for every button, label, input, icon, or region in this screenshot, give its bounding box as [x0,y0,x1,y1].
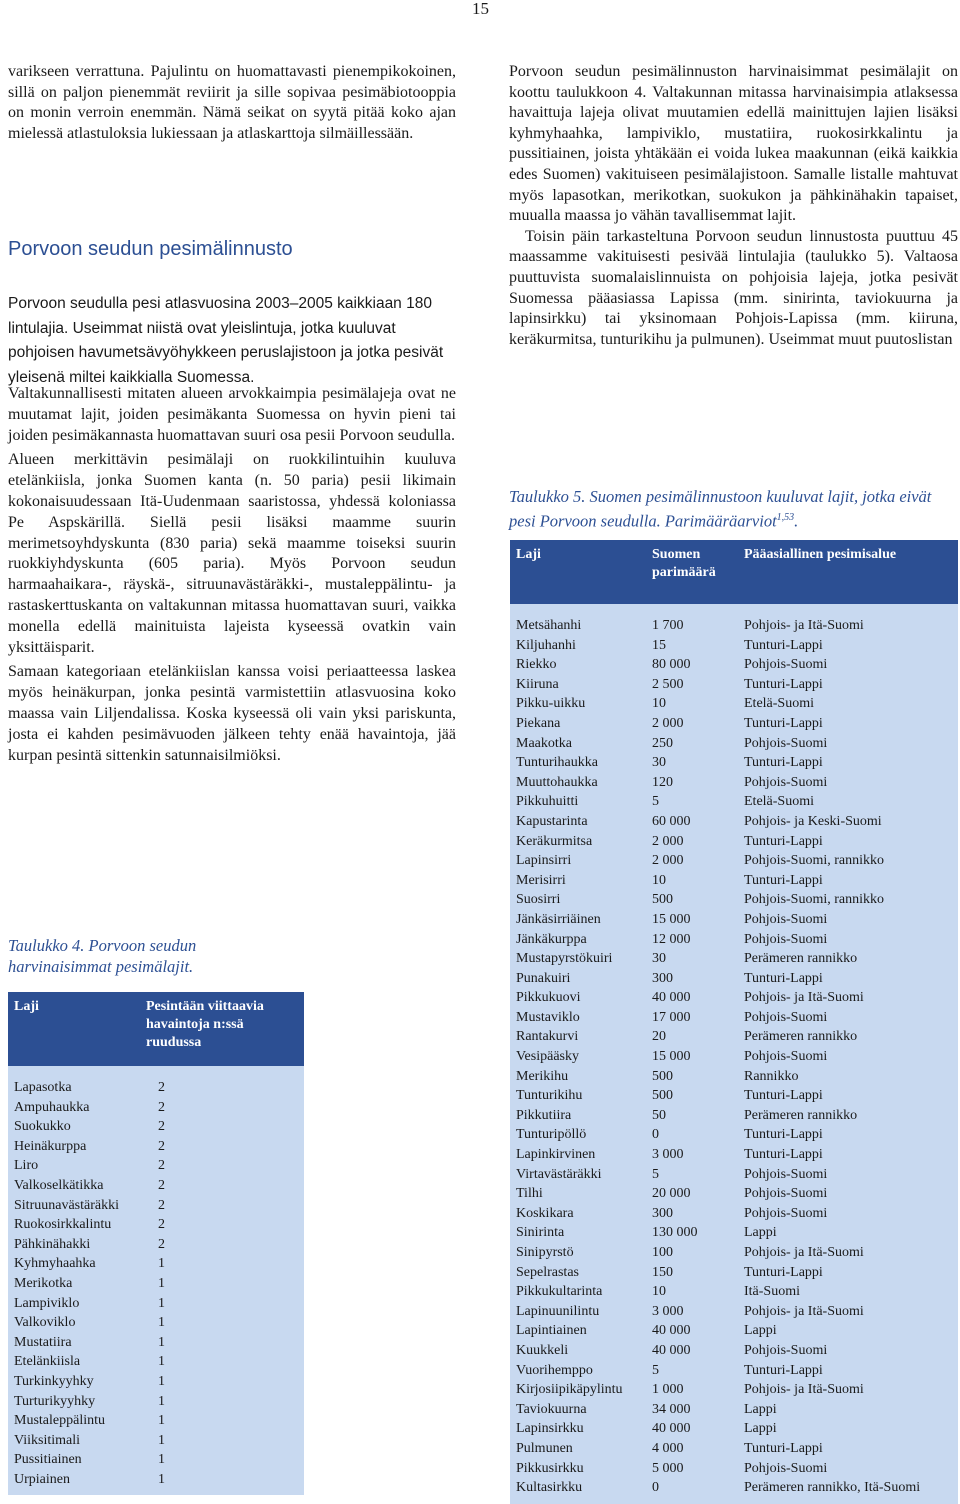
table-row [510,890,958,910]
table-cell: Lapinkirvinen [516,1147,596,1163]
table-cell: Viiksitimali [14,1432,81,1448]
table-cell: Kultasirkku [516,1480,583,1496]
table-row [510,988,958,1008]
table-row [510,1125,958,1145]
table-cell: Ampuhaukka [14,1099,90,1115]
table-cell: Ruokosirkkalintu [14,1217,112,1233]
table-cell: Urpiainen [14,1471,70,1487]
table-row [8,1176,304,1196]
table-row [510,773,958,793]
table-cell: Sinipyrstö [516,1245,574,1260]
table-cell: Lapintiainen [516,1323,587,1339]
table-cell: Liro [14,1158,39,1174]
table-cell: Tilhi [516,1186,543,1202]
table-row [510,969,958,989]
table-cell: 2 [158,1177,165,1193]
table-row [510,1204,958,1224]
table-cell: 40 000 [652,1323,691,1339]
table4-caption: Taulukko 4. Porvoon seudun harvinaisimmat pesimälajit. [8,936,197,976]
table-cell: 3 000 [652,1303,684,1319]
table-row [8,1352,304,1372]
table-row [8,1313,304,1333]
table-row [8,1372,304,1392]
table-row [510,1106,958,1126]
table-row [510,1282,958,1302]
table-cell: 15 [652,637,666,653]
table-cell: Pohjois-Suomi [744,1166,828,1182]
table-row [510,1321,958,1341]
table4-header-count: Pesintään viittaavia havaintoja n:ssä ruudussa [140,992,304,1066]
table5-caption-end: . [794,511,799,530]
table-cell: Mustatiira [14,1334,72,1350]
table-row [8,1274,304,1294]
table-cell: Vesipääsky [516,1049,579,1065]
table-cell: Lappi [744,1225,777,1241]
table-cell: Pohjois-Suomi [744,1460,828,1476]
table-cell: 10 [652,872,666,888]
table-cell: 1 [158,1354,165,1370]
table-cell: Valkoselkätikka [14,1177,104,1193]
table-cell: Merisirri [516,872,566,888]
table-cell: 300 [652,970,673,986]
intro-paragraph: Porvoon seudulla pesi atlasvuosina 2003–2005 kaikkiaan 180 lintulajia. Useimmat niistä ovat yleislintuja, jotka kuuluvat pohjoisen havumetsävyöhykkeen peruslajistoon ja jotka pesivät yleisenä miltei kaikkialla Suomessa. [8,295,444,386]
table-cell: Tunturi-Lappi [744,1440,823,1456]
table-cell: 500 [652,892,673,908]
table-cell: Tunturi-Lappi [744,1362,823,1378]
table5-header-species: Laji [510,540,646,604]
table-cell: Tunturi-Lappi [744,715,823,731]
table-cell: 250 [652,735,673,751]
table-cell: Tunturi-Lappi [744,755,823,771]
table-row [8,1333,304,1353]
table-row [510,930,958,950]
table-row [510,1243,958,1263]
table-cell: Tunturi-Lappi [744,872,823,888]
table-row [8,1254,304,1274]
table-cell: Mustaviklo [516,1009,580,1025]
table-cell: 1 [158,1413,165,1429]
right-paragraph: Porvoon seudun pesimälinnuston harvinaisimmat pesimälajit on koottu taulukkoon 4. Valtakunnan mitassa harvinaisimpia atlaksessa havaittuja lajeja olivat muutamien edellä mainittujen lajien lisäksi kyhmyhaahka, lampiviklo, mustatiira, ruokosirkkalintu ja pussitiainen, joista yhtäkään ei voida lukea maakunnan (eikä kaikkia edes Suomen) vakituiseen pesimälajistoon. Samalle listalle mahtuvat myös lapasotkan, merikotkan, suokukon ja pähkinähakin tapaiset, muualla maassa jo vähän tavallisemmat lajit. [509,63,958,225]
table-cell: Pohjois-Suomi [744,1205,828,1221]
table-cell: Pikku-uikku [516,696,586,712]
table-cell: Tunturi-Lappi [744,833,823,849]
table-cell: 2 [158,1138,165,1154]
table-cell: Mustapyrstökuiri [516,951,613,967]
table-cell: 5 000 [652,1460,684,1476]
table-cell: 40 000 [652,990,691,1006]
table-cell: 60 000 [652,813,691,829]
table-row [510,1047,958,1067]
table-cell: Pohjois-Suomi [744,1186,828,1202]
table-cell: Perämeren rannikko [744,1107,858,1123]
table-row [510,1008,958,1028]
table-cell: Lapinuunilintu [516,1303,600,1319]
table-row [510,1439,958,1459]
table-cell: Sepelrastas [516,1264,579,1280]
table-cell: 1 [158,1471,165,1487]
table-row [510,753,958,773]
table-cell: Tunturi-Lappi [744,1147,823,1163]
table-cell: 80 000 [652,657,691,673]
table-cell: Kirjosiipikäpylintu [516,1382,623,1398]
table-row [8,1156,304,1176]
table-row [510,792,958,812]
table-cell: Pikkutiira [516,1107,572,1123]
left-paragraph: Alueen merkittävin pesimälaji on ruokkilintuihin kuuluva etelänkiisla, jonka Suomen kanta (n. 50 paria) pesii likimain kokonaisuudessaan Itä-Uudenmaan saaristossa, yhdessä koloniassa Pe Aspskärillä. Siellä pesii lisäksi maamme suurin merimetsoyhdyskunta (830 paria) sekä maamme toiseksi suurin ruokkiyhdyskunta (605 paria). Myös Porvoon seudun harmaahaikara-, räyskä-, sitruunavästäräkki-, mustaleppälintu- ja rastaskerttuskanta on valtakunnan mitassa huomattavan suuri, vaikka monella edellä mainituista lajeista kyseessä ovatkin vain yksittäisparit. [8,451,456,656]
table-cell: 2 [158,1236,165,1252]
table5 [510,540,958,1504]
table-row [8,1137,304,1157]
table-row [8,1450,304,1470]
table-cell: 1 [158,1432,165,1448]
table-cell: Riekko [516,657,557,673]
table-cell: Tunturi-Lappi [744,970,823,986]
table-cell: Tunturihaukka [516,755,598,771]
table-row [8,1294,304,1314]
table-cell: Rannikko [744,1068,799,1084]
table-cell: Mustaleppälintu [14,1413,105,1429]
table-cell: 5 [652,794,659,810]
table-cell: 1 [158,1275,165,1291]
table-cell: Jänkäkurppa [516,931,587,947]
table-row [510,734,958,754]
table-cell: 130 000 [652,1225,698,1241]
table-cell: Pikkusirkku [516,1460,584,1476]
table-cell: Etelänkiisla [14,1354,81,1370]
table-row [510,832,958,852]
right-paragraph: Toisin päin tarkasteltuna Porvoon seudun linnustosta puuttuu 45 maassamme vakituisesti pesivää lintulajia (taulukko 5). Valtaosa puuttuvista suomalaislinnuista on pohjoisia lajeja, jotka pesivät Suomessa pääasiassa Lapissa (mm. sinirinta, taviokuurna ja lapinsirkku) tai yksinomaan Pohjois-Lapissa (mm. kiiruna, keräkurmitsa, tunturikihu ja pulmunen). Useimmat muut puutoslistan [509,227,958,348]
table-row [510,655,958,675]
table-cell: Valkoviklo [14,1315,76,1331]
table-row [510,871,958,891]
table-cell: 1 [158,1256,165,1272]
left-paragraph: Valtakunnallisesti mitaten alueen arvokkaimpia pesimälajeja ovat ne muutamat lajit, joiden pesimäkanta Suomessa on hyvin pieni tai joiden pesimäkannasta huomattavan suuri osa pesii Porvoon seudulla. [8,385,456,444]
table-cell: Pikkuhuitti [516,794,579,810]
table-cell: 30 [652,755,666,771]
table-cell: Pohjois-Suomi [744,911,828,927]
table-cell: Pikkukuovi [516,990,581,1006]
table-cell: Tunturikihu [516,1088,583,1104]
table-cell: 40 000 [652,1421,691,1437]
table-cell: 2 500 [652,676,684,692]
table-cell: Heinäkurppa [14,1138,87,1154]
table-cell: Rantakurvi [516,1029,579,1045]
table-cell: Pohjois- ja Itä-Suomi [744,990,864,1006]
table-cell: 2 [158,1197,165,1213]
table-cell: 30 [652,951,666,967]
table-cell: 40 000 [652,1342,691,1358]
table-cell: Pohjois-Suomi [744,735,828,751]
table-cell: Pähkinähakki [14,1236,91,1252]
table-cell: 1 [158,1373,165,1389]
section-title: Porvoon seudun pesimälinnusto [8,238,293,260]
table-cell: Turkinkyyhky [14,1373,94,1389]
table-cell: Merikihu [516,1068,569,1084]
table-cell: 1 700 [652,618,684,633]
table-cell: Taviokuurna [516,1401,587,1417]
table-row [510,949,958,969]
table-row [510,694,958,714]
table-cell: Suosirri [516,892,561,908]
table-row [8,1235,304,1255]
table-cell: Pikkukultarinta [516,1284,603,1300]
table-cell: 500 [652,1088,673,1104]
table-cell: 300 [652,1205,673,1221]
table-row [510,1361,958,1381]
table-cell: Kiljuhanhi [516,637,576,653]
table-cell: Muuttohaukka [516,774,598,790]
page-number: 15 [472,0,489,18]
table-cell: Lapinsirkku [516,1421,584,1437]
table-cell: Pulmunen [516,1440,573,1456]
table-cell: Metsähanhi [516,618,582,633]
table-cell: 15 000 [652,911,691,927]
table-cell: Pohjois-Suomi [744,774,828,790]
table-cell: 2 [158,1119,165,1135]
table-cell: 1 [158,1295,165,1311]
left-paragraph: Samaan kategoriaan etelänkiislan kanssa voisi periaatteessa laskea myös heinäkurpan, jonka pesintä varmistettiin atlasvuosina koko maassa vain Liljendalissa. Koska kyseessä oli vain yksi pariskunta, josta ei kahden pesimävuoden jälkeen tehty enää havaintoja, jää kurpan pesintä sittenkin satunnaisilmiöksi. [8,663,456,764]
table-row [8,1392,304,1412]
right-column [509,62,958,350]
table-cell: Pohjois- ja Itä-Suomi [744,1382,864,1398]
table-cell: Merikotka [14,1275,73,1291]
table-row [510,1380,958,1400]
table-cell: Pohjois-Suomi, rannikko [744,853,885,869]
table-cell: 2 [158,1158,165,1174]
table-cell: Virtavästäräkki [516,1166,602,1182]
table-cell: Maakotka [516,735,572,751]
table-cell: Pohjois- ja Itä-Suomi [744,1303,864,1319]
table-cell: Kuukkeli [516,1342,569,1358]
table-cell: Suokukko [14,1119,71,1135]
table5-caption [509,487,958,532]
table-row [510,636,958,656]
table-cell: Pohjois-Suomi [744,657,828,673]
table5-caption-text: Taulukko 5. Suomen pesimälinnustoon kuuluvat lajit, jotka eivät pesi Porvoon seudulla. Parimääräarviot [509,487,932,530]
table-cell: 5 [652,1362,659,1378]
table-row [510,1400,958,1420]
table-row [510,604,958,636]
table-cell: 500 [652,1068,673,1084]
table-cell: 20 [652,1029,666,1045]
table-cell: 4 000 [652,1440,684,1456]
table-cell: 15 000 [652,1049,691,1065]
table-row [510,1478,958,1504]
table-cell: Lappi [744,1401,777,1417]
table-row [8,1431,304,1451]
table-cell: 34 000 [652,1401,691,1417]
table-cell: 0 [652,1480,659,1496]
table-cell: Perämeren rannikko, Itä-Suomi [744,1480,921,1496]
table-cell: Perämeren rannikko [744,1029,858,1045]
table-cell: Tunturi-Lappi [744,1088,823,1104]
table5-header-pairs: Suomen parimäärä [646,540,738,604]
table-cell: 2 000 [652,833,684,849]
table-cell: Sitruunavästäräkki [14,1197,119,1213]
table-cell: 1 [158,1334,165,1350]
table-cell: Turturikyyhky [14,1393,96,1409]
table5-body [510,604,958,1504]
table-cell: Etelä-Suomi [744,794,814,810]
table-row [510,812,958,832]
table-cell: 2 000 [652,853,684,869]
table-cell: Kyhmyhaahka [14,1256,96,1272]
table-cell: 1 000 [652,1382,684,1398]
table-cell: Kiiruna [516,676,559,692]
table-cell: Tunturi-Lappi [744,637,823,653]
table-cell: 120 [652,774,673,790]
table-row [510,1302,958,1322]
table-row [8,1117,304,1137]
table4 [8,992,304,1495]
left-column-body [8,384,456,770]
table-cell: Lampiviklo [14,1295,80,1311]
table-cell: 20 000 [652,1186,691,1202]
table-cell: Pohjois- ja Itä-Suomi [744,618,864,633]
table-cell: Pohjois-Suomi [744,1049,828,1065]
table-cell: 0 [652,1127,659,1143]
table-row [510,1459,958,1479]
table-cell: Punakuiri [516,970,571,986]
table-cell: 1 [158,1315,165,1331]
table-cell: Tunturi-Lappi [744,1127,823,1143]
table-cell: 100 [652,1245,673,1260]
table-row [510,714,958,734]
table-cell: Tunturi-Lappi [744,1264,823,1280]
table-cell: Pohjois-Suomi [744,1009,828,1025]
table-row [510,1341,958,1361]
table-cell: Perämeren rannikko [744,951,858,967]
table-row [8,1411,304,1431]
left-top-paragraph: varikseen verrattuna. Pajulintu on huomattavasti pienempikokoinen, sillä on paljon pienemmät reviirit ja sille sopivaa pesimäbiotooppia on monin verroin enemmän. Nämä seikat on syytä pitää koko ajan mielessä atlastuloksia lukiessaan ja atlaskarttoja silmäillessään. [8,63,456,142]
table-cell: Lappi [744,1323,777,1339]
table-cell: Lapasotka [14,1080,72,1095]
table-cell: 10 [652,696,666,712]
table-row [510,1067,958,1087]
table-row [510,1419,958,1439]
table-cell: Sinirinta [516,1225,565,1241]
table-row [510,1086,958,1106]
table-cell: 2 [158,1080,165,1095]
table-cell: Pohjois-Suomi [744,931,828,947]
table-cell: 50 [652,1107,666,1123]
table5-caption-ref: 1,53 [776,511,795,523]
table-cell: Tunturi-Lappi [744,676,823,692]
table-cell: Tunturipöllö [516,1127,587,1143]
table-cell: 12 000 [652,931,691,947]
table4-header-species: Laji [8,992,140,1066]
table-cell: Keräkurmitsa [516,833,593,849]
table-row [510,851,958,871]
table-cell: Pohjois-Suomi [744,1342,828,1358]
table5-header-area: Pääasiallinen pesimisalue [738,540,958,604]
table-row [8,1066,304,1098]
table-row [8,1196,304,1216]
table-cell: Jänkäsirriäinen [516,911,601,927]
table-cell: Vuorihemppo [516,1362,593,1378]
table-row [8,1098,304,1118]
table-cell: 150 [652,1264,673,1280]
table-cell: 3 000 [652,1147,684,1163]
table-cell: 5 [652,1166,659,1182]
table-cell: Pussitiainen [14,1452,82,1468]
table-cell: 10 [652,1284,666,1300]
table-cell: Etelä-Suomi [744,696,814,712]
table-cell: 2 [158,1217,165,1233]
table-row [510,1223,958,1243]
table-cell: 2 [158,1099,165,1115]
table-cell: Pohjois-Suomi, rannikko [744,892,885,908]
table-row [510,1165,958,1185]
table-cell: Itä-Suomi [744,1284,800,1300]
table-row [510,1184,958,1204]
table4-body [8,1066,304,1495]
table-cell: Pohjois- ja Itä-Suomi [744,1245,864,1260]
table-row [510,910,958,930]
table-row [510,1145,958,1165]
table-cell: Koskikara [516,1205,574,1221]
left-column-top [8,62,456,144]
table-cell: 17 000 [652,1009,691,1025]
table-cell: 1 [158,1393,165,1409]
table-cell: Lapinsirri [516,853,572,869]
table-row [510,1263,958,1283]
table-cell: 2 000 [652,715,684,731]
table-cell: Pohjois- ja Keski-Suomi [744,813,882,829]
table-cell: Kapustarinta [516,813,588,829]
table-cell: 1 [158,1452,165,1468]
table-row [510,1027,958,1047]
table-row [510,675,958,695]
table-cell: Lappi [744,1421,777,1437]
table-row [8,1215,304,1235]
table-cell: Piekana [516,715,561,731]
